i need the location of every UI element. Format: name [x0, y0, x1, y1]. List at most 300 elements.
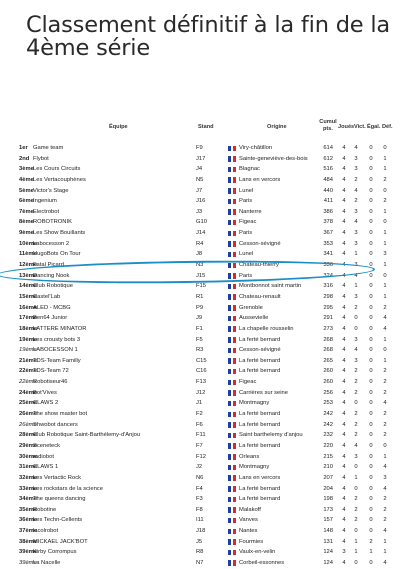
table-row: [19, 430, 397, 441]
origin-cell: Grenoble: [239, 304, 263, 311]
rank-cell: 33ème: [19, 485, 38, 492]
french-flag-icon: [228, 486, 236, 492]
origin-cell: Vanves: [239, 517, 258, 524]
team-cell: radiobot: [33, 453, 54, 460]
origin-cell: Nantes: [239, 528, 258, 535]
stand-cell: R3: [196, 347, 204, 354]
origin-cell: Saint barthelemy d'anjou: [239, 432, 303, 439]
cumul-cell: 268: [323, 347, 333, 354]
wins-cell: 4: [354, 145, 358, 151]
draws-cell: 0: [369, 559, 373, 566]
rank-cell: 36ème: [19, 517, 38, 524]
games-cell: 4: [342, 325, 346, 332]
losses-cell: 2: [383, 506, 387, 513]
rank-cell: 13ème: [19, 272, 38, 279]
wins-cell: 3: [354, 453, 358, 460]
cumul-cell: 242: [323, 421, 333, 428]
cumul-cell: 242: [323, 411, 333, 418]
stand-cell: J5: [196, 538, 203, 545]
losses-cell: 2: [383, 304, 387, 311]
cumul-cell: 273: [323, 325, 333, 332]
team-cell: CLAWS 2: [33, 400, 59, 407]
wins-cell: 4: [354, 347, 358, 354]
draws-cell: 0: [369, 272, 373, 279]
team-cell: Ben64 Junior: [33, 315, 68, 322]
origin-cell: La ferté bernard: [239, 485, 281, 492]
table-row: [19, 207, 397, 218]
wins-cell: 4: [354, 187, 358, 194]
draws-cell: 0: [369, 155, 373, 162]
games-cell: 4: [342, 453, 346, 460]
draws-cell: 0: [369, 368, 373, 375]
stand-cell: I11: [196, 517, 204, 524]
table-row: [19, 505, 397, 516]
games-cell: 4: [342, 166, 346, 173]
french-flag-icon: [228, 241, 236, 247]
team-cell: Les rockstars de la science: [33, 485, 103, 492]
stand-cell: F2: [196, 411, 203, 418]
team-cell: Les crousty bots 3: [33, 336, 81, 343]
team-cell: Ingenium: [33, 198, 57, 205]
cumul-cell: 336: [323, 262, 333, 269]
french-flag-icon: [228, 199, 236, 205]
wins-cell: 0: [354, 559, 358, 566]
games-cell: 4: [342, 506, 346, 513]
table-row: [19, 335, 397, 346]
cumul-cell: 291: [323, 315, 333, 322]
stand-cell: F8: [196, 506, 203, 513]
rank-cell: 21ème: [19, 357, 38, 364]
losses-cell: 2: [383, 389, 387, 396]
origin-cell: Figeac: [239, 219, 257, 226]
origin-cell: Fourmies: [239, 538, 264, 545]
stand-cell: P9: [196, 304, 204, 311]
french-flag-icon: [228, 497, 236, 503]
draws-cell: 0: [369, 432, 373, 439]
rank-cell: 31ème: [19, 464, 38, 471]
rank-cell: 24ème: [19, 389, 38, 396]
french-flag-icon: [228, 209, 236, 215]
games-cell: 4: [342, 336, 346, 343]
french-flag-icon: [228, 231, 236, 237]
games-cell: 4: [342, 240, 346, 247]
french-flag-icon: [228, 422, 236, 428]
rank-cell: 14ème: [19, 283, 38, 290]
wins-cell: 3: [354, 357, 358, 364]
cumul-cell: 220: [323, 442, 333, 449]
wins-cell: 0: [354, 400, 358, 407]
rank-cell: 34ème: [19, 496, 38, 503]
cumul-cell: 215: [323, 453, 333, 460]
rank-cell: 12ème: [19, 262, 38, 269]
stand-cell: N3: [196, 262, 204, 269]
french-flag-icon: [228, 390, 236, 396]
draws-cell: 0: [369, 442, 373, 449]
cumul-cell: 268: [323, 336, 333, 343]
draws-cell: 0: [369, 485, 373, 492]
losses-cell: 4: [383, 400, 387, 407]
rank-cell: 22ème: [19, 379, 37, 386]
team-cell: Club Robotique Saint-Barthélemy-d'Anjou: [33, 432, 141, 439]
origin-cell: Chateau-thierry: [239, 262, 279, 269]
table-row: [19, 473, 397, 484]
wins-cell: 4: [354, 219, 358, 226]
draws-cell: 0: [369, 293, 373, 300]
team-cell: Bot'Vives: [33, 389, 57, 396]
wins-cell: 0: [354, 485, 358, 492]
cumul-cell: 173: [323, 506, 333, 513]
games-cell: 4: [342, 208, 346, 215]
french-flag-icon: [228, 273, 236, 279]
rank-cell: 11ème: [19, 251, 37, 258]
team-cell: La Nacelle: [33, 559, 61, 566]
stand-cell: J17: [196, 155, 206, 162]
cumul-cell: 484: [323, 176, 333, 183]
wins-cell: 2: [354, 421, 358, 428]
games-cell: 4: [342, 262, 346, 269]
games-cell: 4: [342, 559, 346, 566]
stand-cell: N7: [196, 559, 204, 566]
stand-cell: J4: [196, 166, 203, 173]
draws-cell: 0: [369, 347, 373, 354]
origin-cell: La ferté bernard: [239, 442, 281, 449]
draws-cell: 0: [369, 517, 373, 524]
losses-cell: 2: [383, 379, 387, 386]
french-flag-icon: [228, 454, 236, 460]
stand-cell: F1: [196, 325, 203, 332]
losses-cell: 1: [383, 293, 387, 300]
wins-cell: 3: [354, 166, 358, 173]
french-flag-icon: [228, 316, 236, 322]
draws-cell: 0: [369, 208, 373, 215]
cumul-cell: 207: [323, 474, 333, 481]
french-flag-icon: [228, 167, 236, 173]
losses-cell: 1: [383, 240, 387, 247]
french-flag-icon: [228, 443, 236, 449]
origin-cell: La ferté bernard: [239, 357, 281, 364]
draws-cell: 0: [369, 145, 373, 151]
stand-cell: F9: [196, 145, 203, 151]
table-row: [19, 356, 397, 367]
stand-cell: F6: [196, 421, 203, 428]
cumul-cell: 204: [323, 485, 333, 492]
table-row: [19, 452, 397, 463]
cumul-cell: 386: [323, 208, 333, 215]
games-cell: 4: [342, 432, 346, 439]
draws-cell: 0: [369, 336, 373, 343]
table-body: [19, 143, 397, 569]
cumul-cell: 124: [323, 559, 333, 566]
french-flag-icon: [228, 507, 236, 513]
french-flag-icon: [228, 156, 236, 162]
losses-cell: 2: [383, 432, 387, 439]
games-cell: 4: [342, 145, 346, 151]
cumul-cell: 316: [323, 283, 333, 290]
wins-cell: 1: [354, 283, 358, 290]
origin-cell: Montbonnot saint martin: [239, 283, 302, 290]
team-cell: Les Show Bouillants: [33, 230, 86, 237]
wins-cell: 1: [354, 474, 358, 481]
origin-cell: Montmagny: [239, 464, 270, 471]
origin-cell: Aussevielle: [239, 315, 269, 322]
draws-cell: 0: [369, 453, 373, 460]
col-header-losses: Déf.: [382, 124, 393, 130]
draws-cell: 2: [369, 538, 373, 545]
games-cell: 4: [342, 293, 346, 300]
french-flag-icon: [228, 348, 236, 354]
draws-cell: 0: [369, 166, 373, 173]
losses-cell: 1: [383, 336, 387, 343]
table-row: [19, 271, 397, 282]
table-row: [19, 515, 397, 526]
cumul-cell: 614: [323, 145, 333, 151]
origin-cell: Nanterre: [239, 208, 262, 215]
french-flag-icon: [228, 284, 236, 290]
draws-cell: 0: [369, 251, 373, 258]
rank-cell: 39ème: [19, 549, 38, 556]
wins-cell: 3: [354, 230, 358, 237]
team-cell: TDS-Team 72: [33, 368, 69, 375]
games-cell: 4: [342, 198, 346, 205]
games-cell: 4: [342, 315, 346, 322]
table-row: [19, 398, 397, 409]
rank-cell: 35ème: [19, 506, 38, 513]
team-cell: Kirby Corrompus: [33, 549, 77, 556]
games-cell: 4: [342, 474, 346, 481]
col-header-cumul: Cumul pts.: [319, 119, 337, 132]
cumul-cell: 256: [323, 389, 333, 396]
losses-cell: 4: [383, 528, 387, 535]
cumul-cell: 253: [323, 400, 333, 407]
table-row: [19, 281, 397, 292]
team-cell: Les Cours Circuits: [33, 166, 81, 173]
draws-cell: 0: [369, 379, 373, 386]
wins-cell: 0: [354, 528, 358, 535]
rank-cell: 7ème: [19, 208, 34, 215]
stand-cell: R8: [196, 549, 204, 556]
games-cell: 4: [342, 538, 346, 545]
origin-cell: Lans en vercors: [239, 474, 281, 481]
draws-cell: 0: [369, 283, 373, 290]
french-flag-icon: [228, 433, 236, 439]
rank-cell: 39ème: [19, 559, 37, 566]
table-row: [19, 547, 397, 558]
team-cell: Fatal Picard: [33, 262, 64, 269]
cumul-cell: 124: [323, 549, 333, 556]
french-flag-icon: [228, 475, 236, 481]
cumul-cell: 612: [323, 155, 333, 162]
losses-cell: 1: [383, 538, 387, 545]
team-cell: ALED - MCBG: [33, 304, 71, 311]
cumul-cell: 516: [323, 166, 333, 173]
rank-cell: 28ème: [19, 432, 38, 439]
rank-cell: 19ème: [19, 347, 37, 354]
col-header-team: Équipe: [109, 124, 128, 130]
draws-cell: 0: [369, 411, 373, 418]
table-row: [19, 441, 397, 452]
games-cell: 3: [342, 549, 346, 556]
table-row: [19, 484, 397, 495]
wins-cell: 3: [354, 155, 358, 162]
ranking-table: [19, 118, 397, 569]
wins-cell: 3: [354, 293, 358, 300]
french-flag-icon: [228, 369, 236, 375]
cumul-cell: 367: [323, 230, 333, 237]
french-flag-icon: [228, 401, 236, 407]
draws-cell: 0: [369, 176, 373, 183]
wins-cell: 4: [354, 272, 358, 279]
team-cell: Les Vertacouphènes: [33, 176, 86, 183]
french-flag-icon: [228, 220, 236, 226]
origin-cell: Paris: [239, 198, 253, 205]
table-row: [19, 175, 397, 186]
team-cell: MICKAEL JACK'BOT: [33, 538, 88, 545]
stand-cell: R4: [196, 240, 204, 247]
col-header-wins: Vict.: [354, 124, 366, 130]
losses-cell: 1: [383, 357, 387, 364]
cumul-cell: 198: [323, 496, 333, 503]
losses-cell: 0: [383, 347, 387, 354]
wins-cell: 3: [354, 240, 358, 247]
draws-cell: 0: [369, 219, 373, 226]
origin-cell: Lans en vercors: [239, 176, 281, 183]
team-cell: Labocesson 2: [33, 240, 70, 247]
team-cell: LATTERE MINATOR: [33, 325, 87, 332]
rank-cell: 26ème: [19, 411, 38, 418]
team-cell: The queens dancing: [33, 496, 86, 503]
french-flag-icon: [228, 539, 236, 545]
col-header-stand: Stand: [198, 124, 214, 130]
losses-cell: 4: [383, 464, 387, 471]
table-row: [19, 196, 397, 207]
rank-cell: 29ème: [19, 442, 38, 449]
wins-cell: 3: [354, 208, 358, 215]
rank-cell: 3ème: [19, 166, 34, 173]
french-flag-icon: [228, 188, 236, 194]
losses-cell: 0: [383, 219, 387, 226]
cumul-cell: 260: [323, 379, 333, 386]
games-cell: 4: [342, 485, 346, 492]
losses-cell: 0: [383, 272, 387, 279]
stand-cell: J3: [196, 208, 203, 215]
wins-cell: 2: [354, 198, 358, 205]
origin-cell: Paris: [239, 230, 253, 237]
origin-cell: Cesson-sévigné: [239, 347, 281, 354]
origin-cell: La ferté bernard: [239, 336, 281, 343]
wins-cell: 1: [354, 251, 358, 258]
games-cell: 4: [342, 442, 346, 449]
wins-cell: 2: [354, 389, 358, 396]
team-cell: The show master bot: [33, 411, 88, 418]
stand-cell: G10: [196, 219, 207, 226]
draws-cell: 0: [369, 474, 373, 481]
rank-cell: 19ème: [19, 336, 38, 343]
wins-cell: 4: [354, 442, 358, 449]
stand-cell: N5: [196, 176, 204, 183]
stand-cell: F11: [196, 432, 206, 439]
stand-cell: N6: [196, 474, 204, 481]
french-flag-icon: [228, 326, 236, 332]
team-cell: Castel'Lab: [33, 293, 61, 300]
team-cell: Shwobot dancers: [33, 421, 78, 428]
draws-cell: 0: [369, 496, 373, 503]
table-row: [19, 249, 397, 260]
team-cell: HugoBots On Tour: [33, 251, 81, 258]
games-cell: 4: [342, 357, 346, 364]
table-row: [19, 228, 397, 239]
french-flag-icon: [228, 358, 236, 364]
origin-cell: Chateau-renault: [239, 293, 281, 300]
games-cell: 4: [342, 155, 346, 162]
french-flag-icon: [228, 263, 236, 269]
games-cell: 4: [342, 219, 346, 226]
rank-cell: 4ème: [19, 176, 34, 183]
table-row: [19, 324, 397, 335]
rank-cell: 26ème: [19, 421, 37, 428]
rank-cell: 17ème: [19, 315, 38, 322]
wins-cell: 2: [354, 432, 358, 439]
losses-cell: 2: [383, 368, 387, 375]
losses-cell: 1: [383, 283, 387, 290]
rank-cell: 37ème: [19, 528, 38, 535]
cumul-cell: 341: [323, 251, 333, 258]
losses-cell: 4: [383, 559, 387, 566]
draws-cell: 0: [369, 240, 373, 247]
cumul-cell: 131: [323, 538, 333, 545]
origin-cell: Sainte-geneviève-des-bois: [239, 155, 308, 162]
origin-cell: Blagnac: [239, 166, 260, 173]
stand-cell: J12: [196, 389, 206, 396]
draws-cell: 0: [369, 357, 373, 364]
cumul-cell: 298: [323, 293, 333, 300]
stand-cell: J7: [196, 187, 203, 194]
french-flag-icon: [228, 252, 236, 258]
table-row: [19, 303, 397, 314]
games-cell: 4: [342, 368, 346, 375]
origin-cell: Cesson-sévigné: [239, 240, 281, 247]
games-cell: 4: [342, 283, 346, 290]
stand-cell: F5: [196, 336, 203, 343]
rank-cell: 1er: [19, 145, 28, 151]
stand-cell: J1: [196, 400, 203, 407]
stand-cell: C16: [196, 368, 207, 375]
losses-cell: 2: [383, 421, 387, 428]
games-cell: 4: [342, 517, 346, 524]
team-cell: Club Robotique: [33, 283, 73, 290]
french-flag-icon: [228, 305, 236, 311]
french-flag-icon: [228, 412, 236, 418]
cumul-cell: 353: [323, 240, 333, 247]
losses-cell: 2: [383, 176, 387, 183]
cumul-cell: 265: [323, 357, 333, 364]
table-row: [19, 186, 397, 197]
french-flag-icon: [228, 518, 236, 524]
table-row: [19, 143, 397, 154]
origin-cell: Lunel: [239, 251, 254, 258]
team-cell: TDS-Team Familly: [33, 357, 81, 364]
table-row: [19, 292, 397, 303]
wins-cell: 3: [354, 336, 358, 343]
losses-cell: 1: [383, 208, 387, 215]
losses-cell: 3: [383, 251, 387, 258]
french-flag-icon: [228, 465, 236, 471]
team-cell: Electrobot: [33, 208, 60, 215]
table-row: [19, 366, 397, 377]
stand-cell: F4: [196, 485, 203, 492]
col-header-games: Joués: [338, 124, 355, 130]
stand-cell: J16: [196, 198, 206, 205]
team-cell: Dancing Nook: [33, 272, 70, 279]
